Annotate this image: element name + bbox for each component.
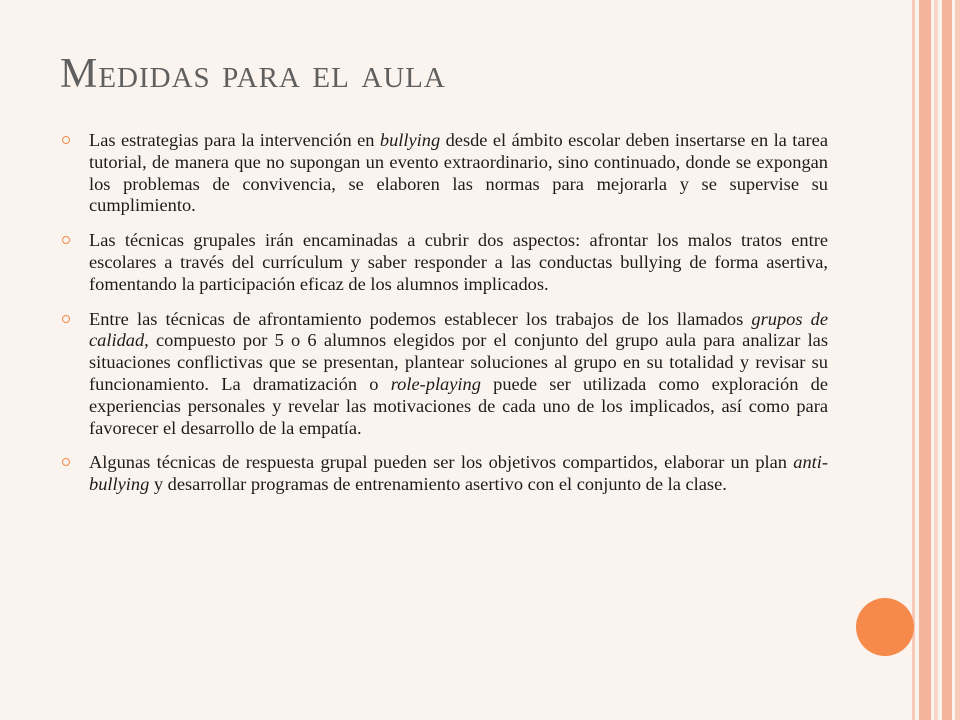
bullet-text: desde el ámbito escolar deben insertarse en la tarea tutorial, de manera que no supongan un evento extraordinario, sino continuado, donde se expongan los problemas de convivencia, se elaboren las normas para mejorarla y se supervise su cumplimiento. <box>89 130 828 216</box>
accent-circle <box>856 598 914 656</box>
bullet-paragraph <box>60 452 828 496</box>
italic-term: role-playing <box>390 373 481 394</box>
bullet-circle-icon <box>62 236 70 244</box>
side-stripe <box>934 0 938 720</box>
bullet-text: Entre las técnicas de afrontamiento podemos establecer los trabajos de los llamados <box>89 308 752 329</box>
bullet-text: Algunas técnicas de respuesta grupal pueden ser los objetivos compartidos, elaborar un plan <box>89 452 794 473</box>
bullet-text: Las estrategias para la intervención en <box>89 130 380 150</box>
decorative-side-stripes <box>912 0 960 720</box>
italic-term: anti-bullying <box>89 452 828 495</box>
bullet-circle-icon <box>62 136 70 144</box>
bullet-text: puede ser utilizada como exploración de experiencias personales y revelar las motivaciones de cada uno de los implicados, así como para favorecer el desarrollo de la empatía. <box>89 373 828 438</box>
bullet-paragraph <box>60 230 828 295</box>
side-stripe <box>919 0 931 720</box>
bullet-text: Las técnicas grupales irán encaminadas a cubrir dos aspectos: afrontar los malos tratos entre escolares a través del currículum y saber responder a las conductas bullying de forma asertiva, fomentando la participación eficaz de los alumnos implicados. <box>89 230 828 294</box>
bullet-paragraph <box>60 309 828 440</box>
bullet-circle-icon <box>62 315 70 323</box>
side-stripe <box>955 0 960 720</box>
slide-content <box>60 130 828 509</box>
side-stripe <box>942 0 952 720</box>
side-stripe <box>912 0 915 720</box>
bullet-text: y desarrollar programas de entrenamiento asertivo con el conjunto de la clase. <box>149 474 727 495</box>
slide-title: Medidas para el aula <box>60 51 446 97</box>
bullet-paragraph <box>60 130 828 217</box>
bullet-circle-icon <box>62 458 70 466</box>
bullet-text: compuesto por 5 o 6 alumnos elegidos por el conjunto del grupo aula para analizar las situaciones conflictivas que se presentan, plantear soluciones al grupo en su totalidad y revisar su funcionamiento. La dramatización o <box>89 330 828 394</box>
italic-term: grupos de calidad, <box>89 308 828 351</box>
italic-term: bullying <box>379 130 441 150</box>
